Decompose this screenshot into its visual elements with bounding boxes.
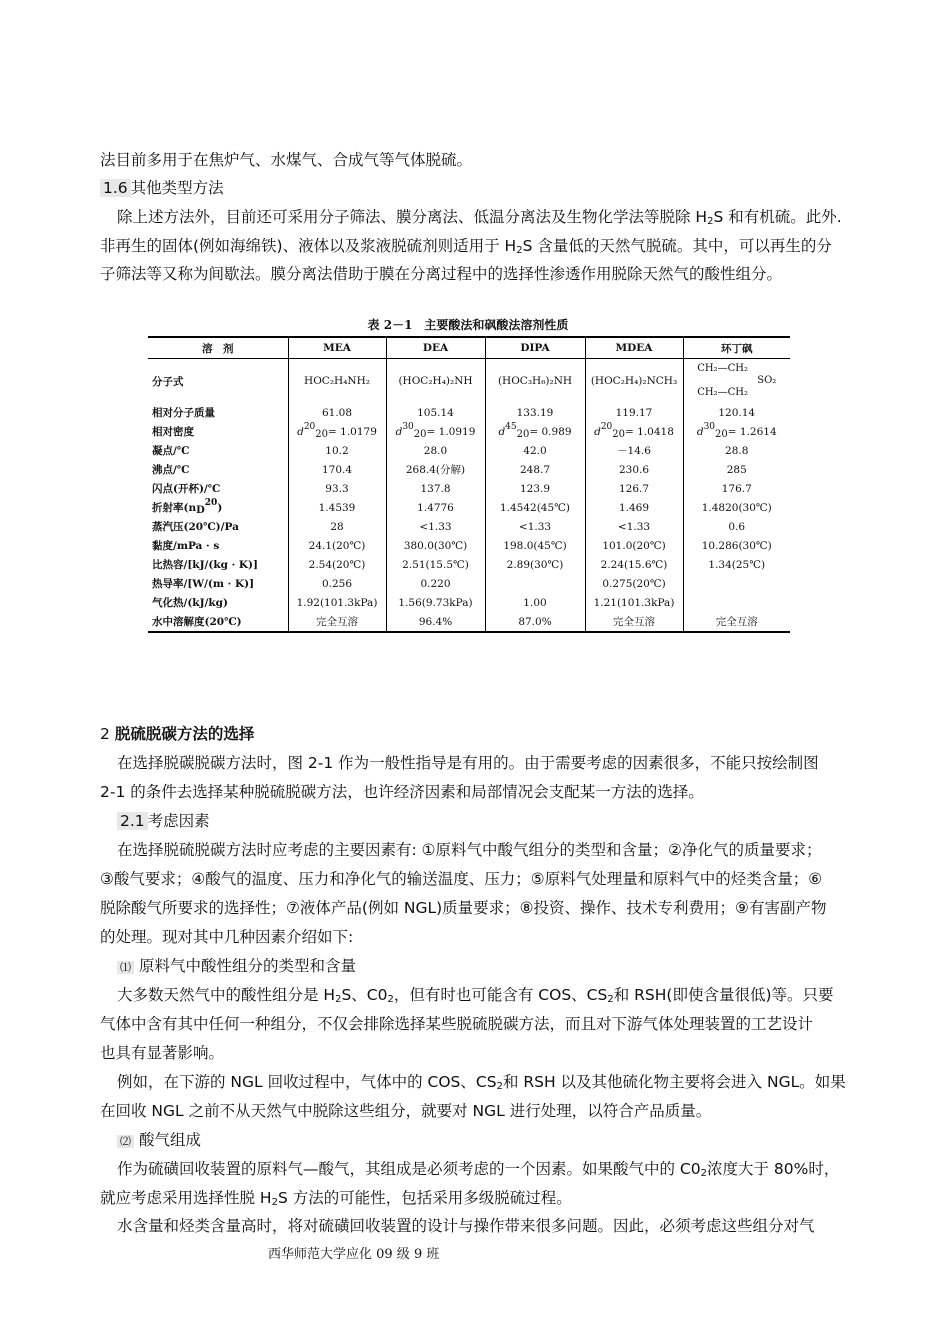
section-number: 2.1: [117, 812, 148, 830]
table-row: [148, 441, 790, 460]
section-number: 1.6: [100, 179, 131, 197]
table-cell: 1.00: [485, 593, 585, 612]
table-cell: 0.256: [288, 574, 386, 593]
table-cell: 1.21(101.3kPa): [585, 593, 683, 612]
table-row: [148, 403, 790, 422]
table-cell: 1.34(25℃): [683, 555, 790, 574]
row-label: 沸点/℃: [152, 464, 190, 476]
item-title: 酸气组成: [138, 1131, 201, 1149]
table-cell: 137.8: [386, 479, 485, 498]
table-cell: 1.92(101.3kPa): [288, 593, 386, 612]
table-cell: 119.17: [585, 403, 683, 422]
paragraph-line: 子筛法等又称为间歇法。膜分离法借助于膜在分离过程中的选择性渗透作用脱除天然气的酸性组分。: [100, 265, 783, 283]
table-row: [148, 517, 790, 536]
section-heading-2-1: [117, 811, 210, 831]
table-row: [148, 359, 790, 404]
table-row: [148, 498, 790, 517]
table-row: [148, 536, 790, 555]
table-cell: 完全互溶: [585, 612, 683, 632]
item-heading-1: [117, 956, 356, 978]
table-row: [148, 593, 790, 612]
table-cell: 0.6: [683, 517, 790, 536]
item-number: ⑵: [117, 1135, 134, 1148]
sulfolane-structure: [683, 359, 790, 404]
table-cell: 1.4776: [386, 498, 485, 517]
row-label: 气化热/(kJ/kg): [152, 597, 228, 609]
table-header: DIPA: [485, 337, 585, 359]
paragraph-line: 在选择脱碳脱碳方法时，图 2-1 作为一般性指导是有用的。由于需要考虑的因素很多，不能只按绘制图: [117, 754, 819, 772]
section-title: 考虑因素: [147, 812, 210, 830]
table-cell: 61.08: [288, 403, 386, 422]
paragraph-line: 除上述方法外，目前还可采用分子筛法、膜分离法、低温分离法及生物化学法等脱除 $H_2S$ 和有机硫。此外.: [117, 208, 842, 227]
row-label: 蒸汽压(20℃)/Pa: [152, 521, 239, 533]
table-cell: 0.220: [386, 574, 485, 593]
row-label: 闪点(开杯)/℃: [152, 483, 221, 495]
paragraph-line: 在选择脱硫脱碳方法时应考虑的主要因素有: ①原料气中酸气组分的类型和含量；②净化气的质量要求；: [117, 841, 822, 859]
table-cell: $d^{30}_{20}= 1.2614$: [683, 422, 790, 441]
paragraph-line: 例如，在下游的 NGL 回收过程中，气体中的 COS、$CS_2$和 RSH 以及其他硫化物主要将会进入 NGL。如果: [117, 1073, 846, 1092]
table-cell: 96.4%: [386, 612, 485, 632]
paragraph-line: 作为硫磺回收装置的原料气—酸气，其组成是必须考虑的一个因素。如果酸气中的 $C0_2$浓度大于 80%时，: [117, 1160, 840, 1179]
table-caption: 表 2－1 主要酸法和砜酸法溶剂性质: [367, 318, 569, 332]
table-cell: 268.4(分解): [386, 460, 485, 479]
paragraph-line: ③酸气要求；④酸气的温度、压力和净化气的输送温度、压力；⑤原料气处理量和原料气中的烃类含量；⑥: [100, 870, 823, 888]
ring-bottom: CH₂—CH₂: [697, 387, 748, 398]
table-cell: 完全互溶: [683, 612, 790, 632]
table-cell: －14.6: [585, 441, 683, 460]
table-cell: 87.0%: [485, 612, 585, 632]
row-label: 比热容/[kJ/(kg · K)]: [152, 559, 258, 571]
table-cell: 170.4: [288, 460, 386, 479]
table-cell: 28.0: [386, 441, 485, 460]
section-heading-1-6: [100, 178, 224, 198]
table-cell: 2.54(20℃): [288, 555, 386, 574]
table-cell: 1.4820(30℃): [683, 498, 790, 517]
table-cell: <1.33: [585, 517, 683, 536]
ring-top: CH₂—CH₂: [697, 363, 748, 374]
table-header: MDEA: [585, 337, 683, 359]
table-cell: $d^{45}_{20}= 0.989$: [485, 422, 585, 441]
table-cell: [485, 574, 585, 593]
table-cell: 105.14: [386, 403, 485, 422]
row-label: 相对分子质量: [152, 407, 215, 419]
table-cell: 198.0(45℃): [485, 536, 585, 555]
section-title: 其他类型方法: [130, 179, 224, 197]
table-cell: 0.275(20℃): [585, 574, 683, 593]
table-cell: 1.4542(45℃): [485, 498, 585, 517]
row-label: 凝点/℃: [152, 445, 190, 457]
table-cell: HOC₂H₄NH₂: [288, 359, 386, 404]
row-label: 水中溶解度(20℃): [148, 612, 288, 632]
table-cell: 28: [288, 517, 386, 536]
table-cell: 133.19: [485, 403, 585, 422]
table-cell: 28.8: [683, 441, 790, 460]
table-cell: 248.7: [485, 460, 585, 479]
ring-mid: SO₂: [757, 375, 777, 386]
table-cell: 176.7: [683, 479, 790, 498]
paragraph-line: 水含量和烃类含量高时，将对硫磺回收装置的设计与操作带来很多问题。因此，必须考虑这些组分对气: [117, 1217, 815, 1235]
section-number: 2: [100, 725, 110, 743]
table-cell: (HOC₃H₆)₂NH: [485, 359, 585, 404]
table-cell: 120.14: [683, 403, 790, 422]
paragraph-line: 气体中含有其中任何一种组分，不仅会排除选择某些脱硫脱碳方法，而且对下游气体处理装置的工艺设计: [100, 1015, 814, 1033]
table-cell: 126.7: [585, 479, 683, 498]
paragraph-line: 脱除酸气所要求的选择性；⑦液体产品(例如 NGL)质量要求；⑧投资、操作、技术专利费用；⑨有害副产物: [100, 899, 827, 917]
table-row: [148, 479, 790, 498]
solvent-properties-table: [148, 336, 790, 633]
table-cell: 2.89(30℃): [485, 555, 585, 574]
table-cell: <1.33: [485, 517, 585, 536]
table-cell: 285: [683, 460, 790, 479]
table-row: [148, 555, 790, 574]
paragraph-line: 法目前多用于在焦炉气、水煤气、合成气等气体脱硫。: [100, 151, 473, 169]
paragraph-line: 的处理。现对其中几种因素介绍如下:: [100, 928, 354, 946]
table-cell: 10.286(30℃): [683, 536, 790, 555]
table-cell: 完全互溶: [288, 612, 386, 632]
table-header: 环丁砜: [683, 337, 790, 359]
paragraph-line: 在回收 NGL 之前不从天然气中脱除这些组分，就要对 NGL 进行处理，以符合产品质量。: [100, 1102, 712, 1120]
row-label: 分子式: [152, 375, 184, 388]
table-cell: 2.24(15.6℃): [585, 555, 683, 574]
table-cell: 93.3: [288, 479, 386, 498]
table-cell: 101.0(20℃): [585, 536, 683, 555]
item-number: ⑴: [117, 961, 134, 974]
table-cell: (HOC₂H₄)₂NH: [386, 359, 485, 404]
row-label: 折射率$(n_D^{20})$: [152, 498, 223, 516]
table-cell: 123.9: [485, 479, 585, 498]
table-header: MEA: [288, 337, 386, 359]
table-cell: [683, 574, 790, 593]
table-header: DEA: [386, 337, 485, 359]
table-cell: 10.2: [288, 441, 386, 460]
table-header: 溶 剂: [148, 337, 288, 359]
table-cell: 1.469: [585, 498, 683, 517]
table-cell: $d^{20}_{20}= 1.0179$: [288, 422, 386, 441]
table-cell: $d^{30}_{20}= 1.0919$: [386, 422, 485, 441]
table-header-row: [148, 337, 790, 359]
item-heading-2: [117, 1130, 201, 1152]
table-cell: [683, 593, 790, 612]
row-label: 黏度/mPa · s: [152, 540, 220, 552]
paragraph-line: 非再生的固体(例如海绵铁)、液体以及浆液脱硫剂则适用于 $H_2S$ 含量低的天然气脱硫。其中，可以再生的分: [100, 237, 832, 256]
row-label: 热导率/[W/(m · K)]: [152, 578, 255, 590]
table-row: [148, 422, 790, 441]
table-cell: 2.51(15.5℃): [386, 555, 485, 574]
table-cell: 230.6: [585, 460, 683, 479]
paragraph-line: 2-1 的条件去选择某种脱硫脱碳方法，也许经济因素和局部情况会支配某一方法的选择。: [100, 783, 704, 801]
table-cell: 24.1(20℃): [288, 536, 386, 555]
table-row: [148, 460, 790, 479]
table-cell: (HOC₂H₄)₂NCH₃: [585, 359, 683, 404]
table-cell: 1.4539: [288, 498, 386, 517]
table-row: [148, 574, 790, 593]
table-cell: <1.33: [386, 517, 485, 536]
row-label: 相对密度: [152, 426, 194, 438]
paragraph-line: 大多数天然气中的酸性组分是 $H_2S$、$C0_2$，但有时也可能含有 COS、$CS_2$和 RSH(即使含量很低)等。只要: [117, 986, 834, 1005]
page-footer: 西华师范大学应化 09 级 9 班: [268, 1247, 440, 1262]
table-cell: 380.0(30℃): [386, 536, 485, 555]
table-row: [148, 612, 790, 632]
paragraph-line: 就应考虑采用选择性脱 $H_2S$ 方法的可能性，包括采用多级脱硫过程。: [100, 1189, 572, 1208]
table-cell: 1.56(9.73kPa): [386, 593, 485, 612]
section-heading-2: [100, 724, 254, 744]
section-title: 脱硫脱碳方法的选择: [114, 725, 255, 743]
table-cell: 42.0: [485, 441, 585, 460]
table-cell: $d^{20}_{20}= 1.0418$: [585, 422, 683, 441]
paragraph-line: 也具有显著影响。: [100, 1044, 225, 1062]
item-title: 原料气中酸性组分的类型和含量: [138, 957, 356, 975]
